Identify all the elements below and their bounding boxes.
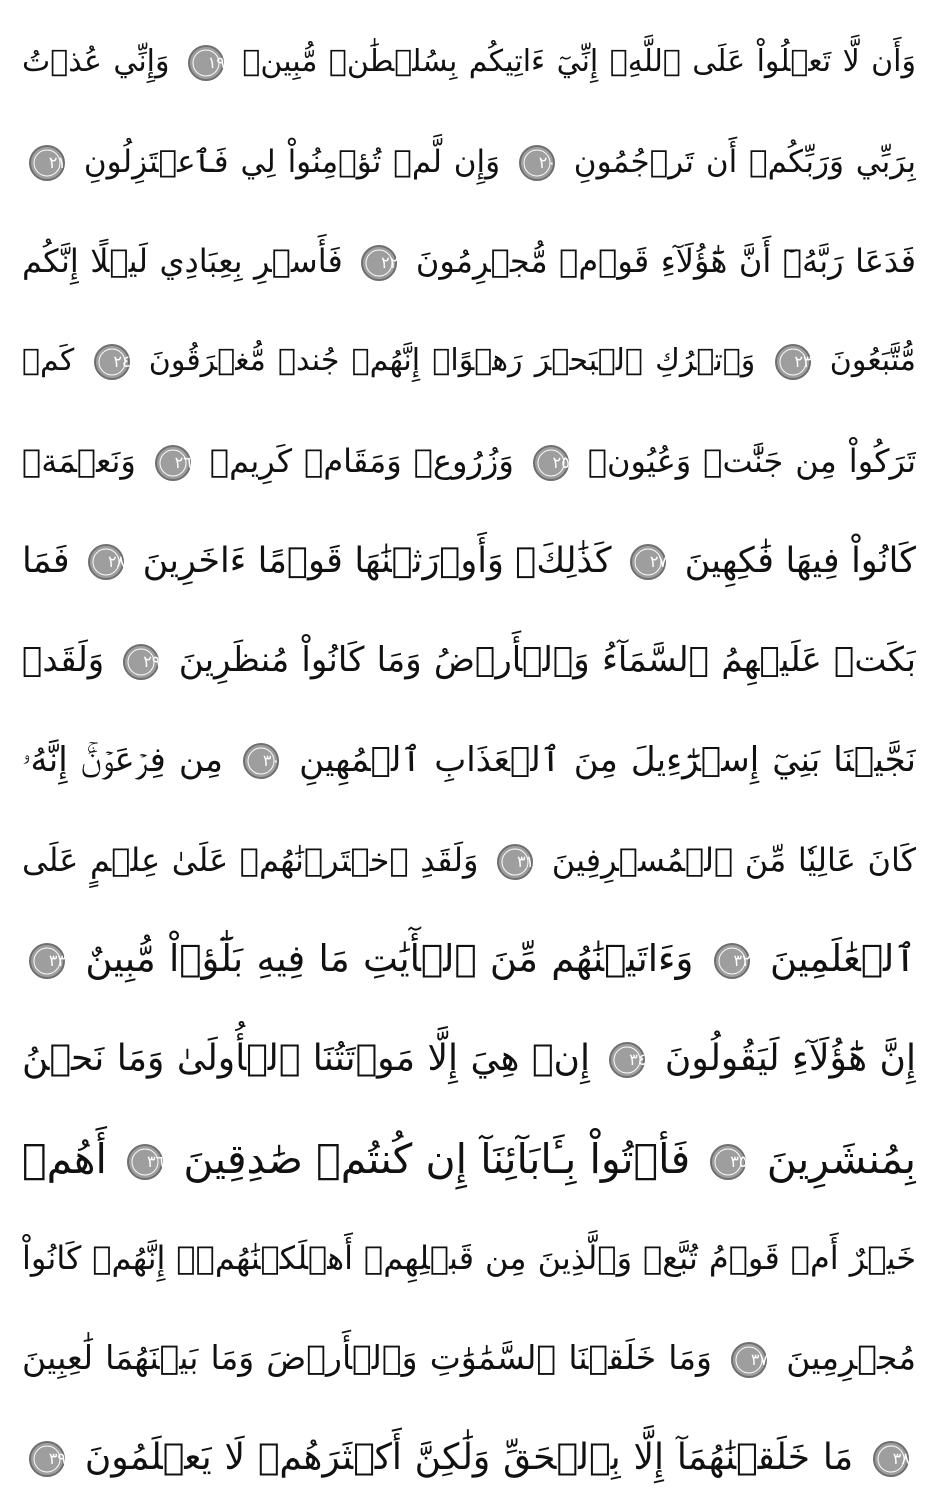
verse-text: وَءَاتَيۡنَٰهُم مِّنَ ٱلۡأٓيَٰتِ مَا فِيهِ بَلَٰٓؤٞاْ مُّبِينٌ bbox=[85, 937, 694, 981]
verse-text: فَأۡتُواْ بِـَٔابَآئِنَآ إِن كُنتُمۡ صَٰدِقِينَ bbox=[183, 1134, 691, 1183]
ayah-end-marker-icon bbox=[496, 843, 534, 881]
text-line bbox=[22, 217, 916, 305]
ayah-number: ١٩ bbox=[207, 52, 225, 72]
verse-text: ٱلۡعَٰلَمِينَ bbox=[770, 937, 916, 981]
ayah-number: ٣٤ bbox=[629, 1050, 647, 1070]
verse-text: مَا خَلَقۡنَٰهُمَآ إِلَّا بِٱلۡحَقِّ وَلَٰكِنَّ أَكۡثَرَهُمۡ لَا يَعۡلَمُونَ bbox=[84, 1436, 854, 1478]
ayah-end-marker-icon bbox=[709, 1143, 747, 1181]
ayah-number: ٢٨ bbox=[107, 551, 126, 571]
ayah-number: ٢٣ bbox=[794, 351, 812, 371]
ayah-number: ٣٢ bbox=[733, 950, 751, 970]
ayah-end-marker-icon bbox=[187, 44, 225, 82]
ayah-end-marker-icon bbox=[122, 643, 160, 681]
ayah-number: ٣٩ bbox=[48, 1448, 66, 1468]
ayah-number: ٢٧ bbox=[649, 551, 668, 571]
ayah-end-marker-icon bbox=[518, 144, 556, 182]
ayah-number: ٢٦ bbox=[174, 452, 192, 472]
ayah-end-marker-icon bbox=[87, 543, 125, 581]
ayah-end-marker-icon bbox=[872, 1440, 910, 1478]
verse-text: فَمَا bbox=[22, 540, 70, 581]
verse-text: مُّتَّبَعُونَ bbox=[829, 343, 916, 379]
ayah-end-marker-icon bbox=[360, 244, 398, 282]
verse-text: خَيۡرٌ أَمۡ قَوۡمُ تُبَّعٖ وَٱلَّذِينَ مِن قَبۡلِهِمۡ أَهۡلَكۡنَٰهُمۡۚ إِنَّهُمۡ كَانُواْ bbox=[22, 1239, 916, 1278]
verse-text: بِرَبِّي وَرَبِّكُمۡ أَن تَرۡجُمُونِ bbox=[573, 143, 916, 180]
ayah-number: ٢١ bbox=[48, 153, 66, 173]
ayah-number: ٢٩ bbox=[143, 651, 161, 671]
ayah-end-marker-icon bbox=[126, 1143, 164, 1181]
verse-text: مُجۡرِمِينَ bbox=[786, 1338, 916, 1378]
verse-text: كَذَٰلِكَۖ وَأَوۡرَثۡنَٰهَا قَوۡمًا ءَاخَرِينَ bbox=[142, 540, 612, 581]
verse-text: مِن فِرۡعَوۡنَۚ إِنَّهُۥ bbox=[22, 739, 224, 780]
text-line bbox=[22, 915, 916, 1003]
verse-text: وَمَا خَلَقۡنَا ٱلسَّمَٰوَٰتِ وَٱلۡأَرۡضَ وَمَا بَيۡنَهُمَا لَٰعِبِينَ bbox=[22, 1338, 712, 1378]
text-line bbox=[22, 517, 916, 605]
verse-text: فَدَعَا رَبَّهُۥٓ أَنَّ هَٰٓؤُلَآءِ قَوۡمٞ مُّجۡرِمُونَ bbox=[415, 242, 916, 281]
verse-text: إِنۡ هِيَ إِلَّا مَوۡتَتُنَا ٱلۡأُولَىٰ وَمَا نَحۡنُ bbox=[22, 1038, 590, 1080]
ayah-end-marker-icon bbox=[154, 444, 192, 482]
ayah-number: ٢٠ bbox=[538, 153, 556, 173]
ayah-end-marker-icon bbox=[608, 1041, 646, 1079]
text-line bbox=[22, 1314, 916, 1402]
ayah-end-marker-icon bbox=[629, 543, 667, 581]
verse-text: وَأَن لَّا تَعۡلُواْ عَلَى ٱللَّهِۖ إِنِّيٓ ءَاتِيكُم بِسُلۡطَٰنٖ مُّبِينٖ bbox=[242, 44, 916, 79]
ayah-number: ٣٧ bbox=[750, 1349, 769, 1369]
ayah-number: ٢٥ bbox=[552, 452, 570, 472]
ayah-end-marker-icon bbox=[730, 1341, 768, 1379]
ayah-number: ٣٨ bbox=[892, 1448, 910, 1468]
text-line bbox=[22, 1214, 916, 1302]
ayah-number: ٢٢ bbox=[381, 253, 399, 273]
verse-text: بِمُنشَرِينَ bbox=[766, 1134, 916, 1183]
verse-text: إِنَّ هَٰٓؤُلَآءِ لَيَقُولُونَ bbox=[664, 1038, 916, 1080]
verse-text: بَكَتۡ عَلَيۡهِمُ ٱلسَّمَآءُ وَٱلۡأَرۡضُ وَمَا كَانُواْ مُنظَرِينَ bbox=[178, 640, 916, 681]
verse-text: وَإِنِّي عُذۡتُ bbox=[22, 44, 170, 79]
text-line bbox=[22, 1015, 916, 1103]
verse-text: نَجَّيۡنَا بَنِيٓ إِسۡرَٰٓءِيلَ مِنَ ٱلۡعَذَابِ ٱلۡمُهِينِ bbox=[299, 739, 916, 780]
verse-text: كَانَ عَالِيٗا مِّنَ ٱلۡمُسۡرِفِينَ bbox=[551, 840, 916, 879]
ayah-number: ٣١ bbox=[516, 851, 535, 871]
verse-text: وَٱتۡرُكِ ٱلۡبَحۡرَ رَهۡوًاۖ إِنَّهُمۡ جُندٞ مُّغۡرَقُونَ bbox=[148, 343, 756, 379]
verse-text: أَهُمۡ bbox=[22, 1134, 107, 1183]
text-line bbox=[22, 1414, 916, 1502]
verse-text: تَرَكُواْ مِن جَنَّٰتٖ وَعُيُونٖ bbox=[587, 441, 916, 480]
verse-text: وَلَقَدِ ٱخۡتَرۡنَٰهُمۡ عَلَىٰ عِلۡمٍ عَلَى bbox=[22, 840, 479, 879]
ayah-end-marker-icon bbox=[532, 444, 570, 482]
ayah-end-marker-icon bbox=[774, 343, 812, 381]
ayah-end-marker-icon bbox=[93, 343, 131, 381]
verse-text: وَزُرُوعٖ وَمَقَامٖ كَرِيمٖ bbox=[209, 441, 514, 480]
text-line bbox=[22, 18, 916, 106]
ayah-end-marker-icon bbox=[28, 144, 66, 182]
ayah-end-marker-icon bbox=[242, 742, 280, 780]
text-line bbox=[22, 816, 916, 904]
ayah-number: ٣٦ bbox=[146, 1151, 165, 1171]
ayah-number: ٣٥ bbox=[730, 1151, 748, 1171]
text-line bbox=[22, 118, 916, 206]
verse-text: فَأَسۡرِ بِعِبَادِي لَيۡلًا إِنَّكُم bbox=[22, 242, 343, 281]
ayah-end-marker-icon bbox=[28, 1440, 66, 1478]
ayah-end-marker-icon bbox=[713, 942, 751, 980]
text-line bbox=[22, 1115, 916, 1203]
quran-text-block bbox=[22, 18, 916, 1502]
text-line bbox=[22, 317, 916, 405]
ayah-number: ٣٣ bbox=[48, 950, 66, 970]
verse-text: كَمۡ bbox=[22, 343, 75, 379]
verse-text: وَلَقَدۡ bbox=[22, 640, 105, 681]
ayah-number: ٢٤ bbox=[113, 351, 131, 371]
text-line bbox=[22, 417, 916, 505]
ayah-end-marker-icon bbox=[28, 942, 66, 980]
ayah-number: ٣٠ bbox=[262, 751, 281, 771]
text-line bbox=[22, 716, 916, 804]
verse-text: وَنَعۡمَةٖ bbox=[22, 441, 136, 480]
verse-text: وَإِن لَّمۡ تُؤۡمِنُواْ لِي فَٱعۡتَزِلُونِ bbox=[83, 143, 501, 180]
verse-text: كَانُواْ فِيهَا فَٰكِهِينَ bbox=[684, 540, 916, 581]
text-line bbox=[22, 616, 916, 704]
